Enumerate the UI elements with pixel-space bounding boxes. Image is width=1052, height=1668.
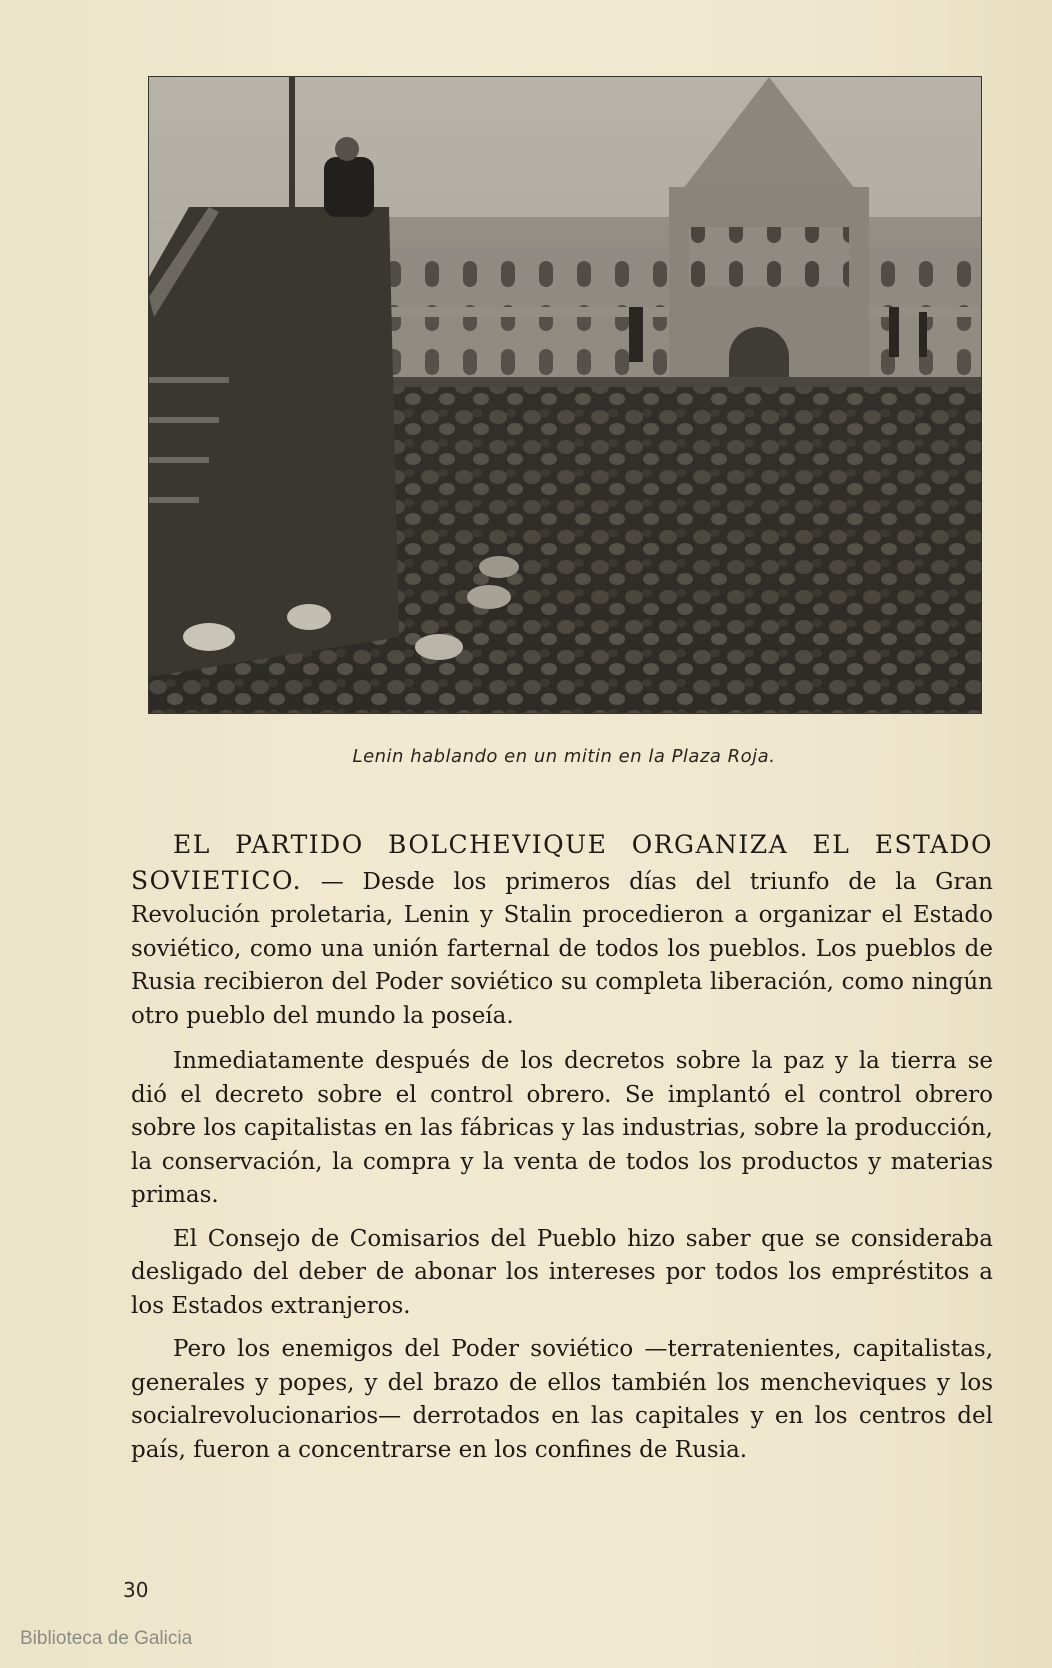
paragraph-1 <box>131 828 993 1033</box>
section-heading: EL PARTIDO BOLCHEVIQUE ORGANIZA EL ESTADO SOVIETICO. <box>131 830 993 895</box>
body-text <box>131 828 993 1477</box>
paragraph-1-text: — Desde los primeros días del triunfo de la Gran Revolución proletaria, Lenin y Stalin procedieron a organizar el Estado soviético, como una unión farternal de todos los pueblos. Los pueblos de Rusia recibieron del Poder soviético su completa liberación, como ningún otro pueblo del mundo la poseía. <box>131 868 993 1029</box>
paragraph-3: El Consejo de Comisarios del Pueblo hizo saber que se consideraba desligado del deber de abonar los intereses por todos los empréstitos a los Estados extranjeros. <box>131 1225 993 1319</box>
paragraph-4: Pero los enemigos del Poder soviético —terratenientes, capitalistas, generales y popes, y del brazo de ellos también los mencheviques y los socialrevolucionarios— derrotados en las capitales y en los centros del país, fueron a concentrarse en los confines de Rusia. <box>131 1336 993 1463</box>
library-watermark: Biblioteca de Galicia <box>20 1628 193 1649</box>
page-number: 30 <box>123 1578 149 1602</box>
paragraph-2: Inmediatamente después de los decretos sobre la paz y la tierra se dió el decreto sobre el control obrero. Se implantó el control obrero sobre los capitalistas en las fábricas y las industrias, sobre la producción, la conservación, la compra y la venta de todos los productos y materias primas. <box>131 1048 993 1208</box>
photo-caption: Lenin hablando en un mitin en la Plaza Roja. <box>352 746 776 767</box>
photo-lenin-red-square <box>148 76 982 714</box>
